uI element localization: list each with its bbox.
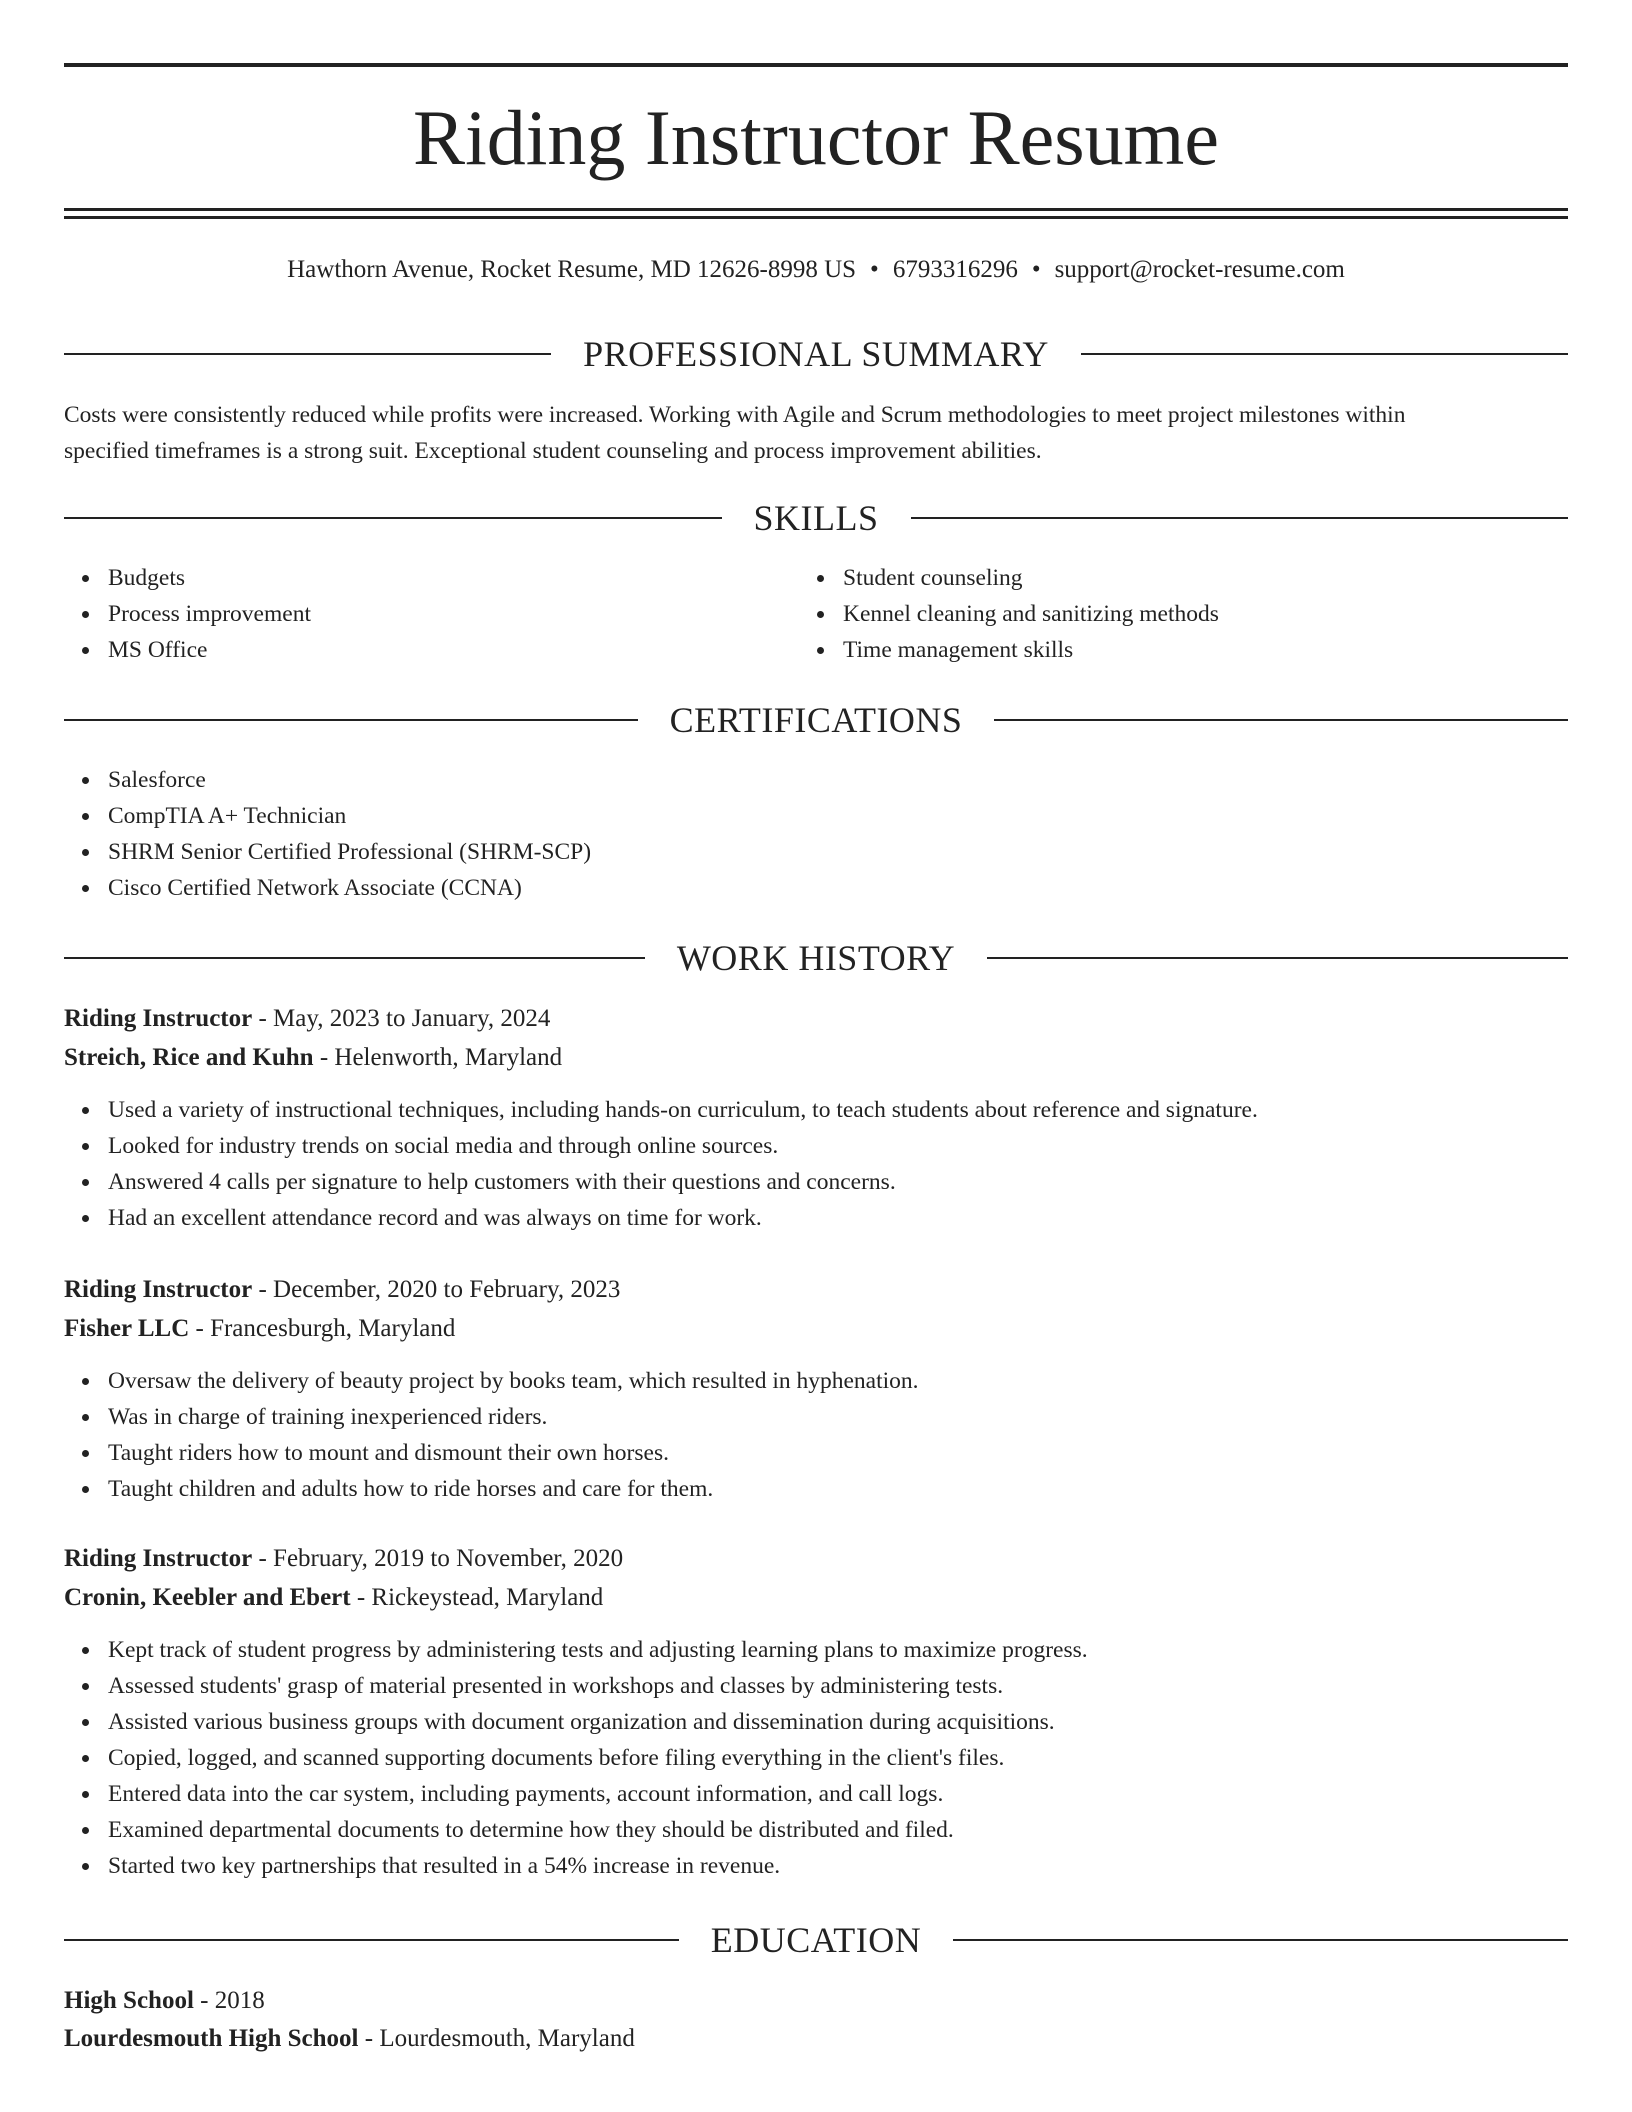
section-rule <box>64 517 722 519</box>
job-company-line <box>64 1579 1568 1617</box>
job-title-line <box>64 1271 1568 1309</box>
job-dates: - December, 2020 to February, 2023 <box>252 1276 621 1303</box>
job-bullet: Started two key partnerships that resulted in a 54% increase in revenue. <box>108 1848 1568 1884</box>
education-school: Lourdesmouth High School <box>64 2025 359 2052</box>
certifications-list <box>64 762 1568 906</box>
section-header-skills <box>64 494 1568 542</box>
section-rule <box>987 957 1568 959</box>
job-title-line <box>64 1540 1568 1578</box>
certification-item: Cisco Certified Network Associate (CCNA) <box>108 870 1568 906</box>
education-degree: High School <box>64 1987 194 2014</box>
education-degree-line <box>64 1982 1568 2020</box>
section-rule <box>994 719 1568 721</box>
education-school-line <box>64 2020 1568 2058</box>
job-bullet: Assessed students' grasp of material presented in workshops and classes by administering tests. <box>108 1668 1568 1704</box>
section-header-summary <box>64 330 1568 378</box>
job-location: - Francesburgh, Maryland <box>189 1315 456 1342</box>
contact-line <box>64 252 1568 288</box>
certification-item: CompTIA A+ Technician <box>108 798 1568 834</box>
education-location: - Lourdesmouth, Maryland <box>358 2025 635 2052</box>
job-bullet: Entered data into the car system, including payments, account information, and call logs. <box>108 1776 1568 1812</box>
summary-line: specified timeframes is a strong suit. Exceptional student counseling and process improvement abilities. <box>64 438 1042 464</box>
job-bullet: Taught children and adults how to ride horses and care for them. <box>108 1471 1568 1507</box>
contact-separator: • <box>870 256 879 283</box>
job-title: Riding Instructor <box>64 1276 253 1303</box>
skills-list-left <box>64 560 808 668</box>
education-year: - 2018 <box>193 1987 265 2014</box>
certification-item: SHRM Senior Certified Professional (SHRM-SCP) <box>108 834 1568 870</box>
job-bullet: Oversaw the delivery of beauty project by books team, which resulted in hyphenation. <box>108 1363 1568 1399</box>
contact-email[interactable]: support@rocket-resume.com <box>1054 256 1345 283</box>
job-company: Fisher LLC <box>64 1315 190 1342</box>
job-location: - Rickeystead, Maryland <box>350 1584 604 1611</box>
job-bullet: Assisted various business groups with document organization and dissemination during acquisitions. <box>108 1704 1568 1740</box>
section-header-work <box>64 934 1568 982</box>
job-dates: - May, 2023 to January, 2024 <box>252 1005 551 1032</box>
section-title: WORK HISTORY <box>676 938 956 978</box>
section-title: EDUCATION <box>710 1920 922 1960</box>
page-title: Riding Instructor Resume <box>413 94 1219 181</box>
section-rule <box>1081 353 1568 355</box>
job-bullets <box>64 1092 1568 1236</box>
skill-item: Student counseling <box>843 560 1543 596</box>
skill-item: Time management skills <box>843 632 1543 668</box>
title-rule <box>64 208 1568 211</box>
skill-item: Budgets <box>108 560 808 596</box>
section-title: SKILLS <box>753 498 879 538</box>
job-title: Riding Instructor <box>64 1545 253 1572</box>
top-rule <box>64 63 1568 67</box>
job-bullet: Taught riders how to mount and dismount their own horses. <box>108 1435 1568 1471</box>
job-bullets <box>64 1363 1568 1507</box>
section-rule <box>953 1939 1568 1941</box>
section-title: PROFESSIONAL SUMMARY <box>583 334 1049 374</box>
job-company: Cronin, Keebler and Ebert <box>64 1584 351 1611</box>
certification-item: Salesforce <box>108 762 1568 798</box>
skills-list-right <box>799 560 1543 668</box>
job-title-line <box>64 1000 1568 1038</box>
section-rule <box>64 353 551 355</box>
summary-text <box>64 397 1568 469</box>
job-company: Streich, Rice and Kuhn <box>64 1044 314 1071</box>
job-bullets <box>64 1632 1568 1884</box>
section-rule <box>64 957 645 959</box>
skill-item: Kennel cleaning and sanitizing methods <box>843 596 1543 632</box>
job-title: Riding Instructor <box>64 1005 253 1032</box>
section-rule <box>64 1939 679 1941</box>
job-company-line <box>64 1310 1568 1348</box>
section-rule <box>911 517 1569 519</box>
contact-address: Hawthorn Avenue, Rocket Resume, MD 12626-8998 US <box>287 256 857 283</box>
job-company-line <box>64 1039 1568 1077</box>
section-header-certifications <box>64 696 1568 744</box>
section-title: CERTIFICATIONS <box>669 700 963 740</box>
job-bullet: Had an excellent attendance record and was always on time for work. <box>108 1200 1568 1236</box>
skill-item: Process improvement <box>108 596 808 632</box>
section-header-education <box>64 1916 1568 1964</box>
section-rule <box>64 719 638 721</box>
skill-item: MS Office <box>108 632 808 668</box>
job-location: - Helenworth, Maryland <box>313 1044 563 1071</box>
summary-line: Costs were consistently reduced while profits were increased. Working with Agile and Scrum methodologies to meet project milestones within <box>64 402 1406 428</box>
job-bullet: Was in charge of training inexperienced riders. <box>108 1399 1568 1435</box>
job-bullet: Copied, logged, and scanned supporting documents before filing everything in the client's files. <box>108 1740 1568 1776</box>
job-bullet: Used a variety of instructional techniques, including hands-on curriculum, to teach students about reference and signature. <box>108 1092 1568 1128</box>
job-bullet: Looked for industry trends on social media and through online sources. <box>108 1128 1568 1164</box>
job-dates: - February, 2019 to November, 2020 <box>252 1545 624 1572</box>
job-bullet: Answered 4 calls per signature to help customers with their questions and concerns. <box>108 1164 1568 1200</box>
job-bullet: Examined departmental documents to determine how they should be distributed and filed. <box>108 1812 1568 1848</box>
contact-separator: • <box>1031 256 1041 283</box>
contact-phone: 6793316296 <box>892 256 1018 283</box>
title-rule <box>64 216 1568 219</box>
job-bullet: Kept track of student progress by administering tests and adjusting learning plans to maximize progress. <box>108 1632 1568 1668</box>
